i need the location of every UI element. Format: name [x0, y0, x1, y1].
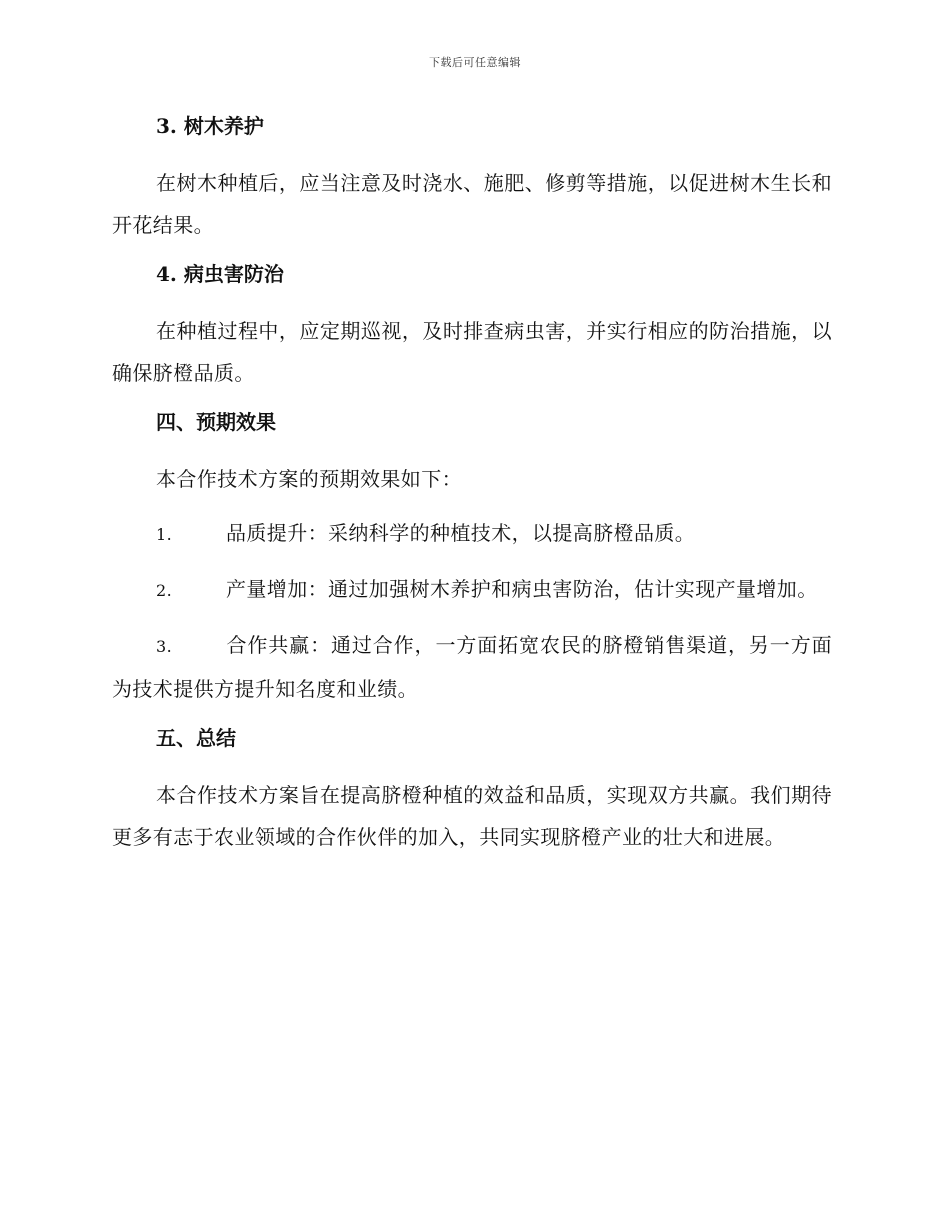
section-heading-pest-control: 4. 病虫害防治 [156, 262, 284, 286]
list-item-text: 品质提升：采纳科学的种植技术，以提高脐橙品质。 [226, 521, 696, 545]
list-item-text: 合作共赢：通过合作，一方面拓宽农民的脐橙销售渠道，另一方面为技术提供方提升知名度和业绩。 [112, 633, 832, 701]
section-heading-expected-results: 四、预期效果 [156, 410, 276, 434]
list-item [112, 624, 832, 710]
paragraph-summary: 本合作技术方案旨在提高脐橙种植的效益和品质，实现双方共赢。我们期待更多有志于农业领域的合作伙伴的加入，共同实现脐橙产业的壮大和进展。 [112, 783, 832, 849]
list-item [112, 512, 832, 556]
list-item [112, 568, 832, 612]
page-header-note: 下载后可任意编辑 [429, 56, 521, 69]
section-heading-tree-care: 3. 树木养护 [156, 114, 264, 138]
document-content [112, 110, 832, 870]
paragraph-tree-care: 在树木种植后，应当注意及时浇水、施肥、修剪等措施，以促进树木生长和开花结果。 [112, 171, 832, 237]
list-item-number: 3. [156, 637, 173, 656]
list-item-text: 产量增加：通过加强树木养护和病虫害防治，估计实现产量增加。 [226, 577, 818, 601]
paragraph-pest-control: 在种植过程中，应定期巡视，及时排查病虫害，并实行相应的防治措施，以确保脐橙品质。 [112, 319, 832, 385]
list-item-number: 1. [156, 525, 173, 544]
list-item-number: 2. [156, 581, 173, 600]
section-heading-summary: 五、总结 [156, 726, 236, 750]
paragraph-expected-intro: 本合作技术方案的预期效果如下： [156, 467, 462, 491]
